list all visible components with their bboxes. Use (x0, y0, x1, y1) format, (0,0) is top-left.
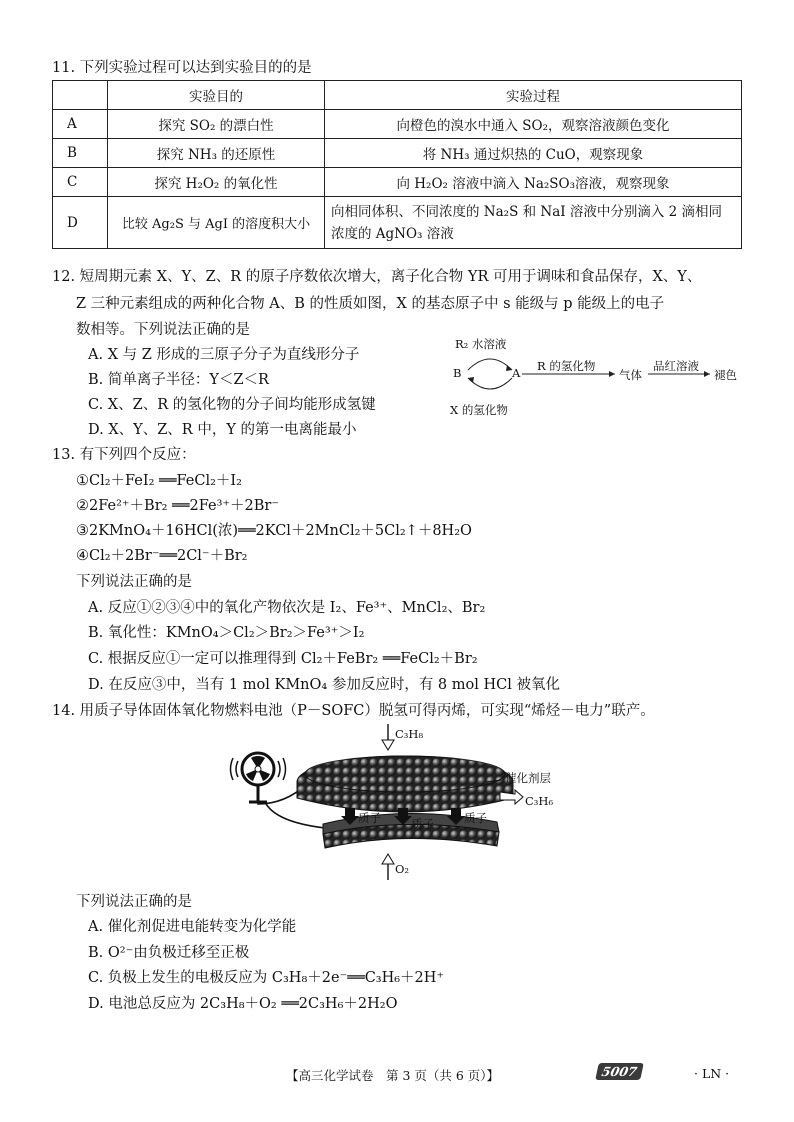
q13-reaction: ②2Fe²⁺＋Br₂ ══2Fe³⁺＋2Br⁻ (76, 498, 280, 514)
q12-stem-line1: 12. 短周期元素 X、Y、Z、R 的原子序数依次增大，离子化合物 YR 可用于调味和食品保存，X、Y、 (52, 269, 702, 285)
q14-stem: 14. 用质子导体固体氧化物燃料电池（P－SOFC）脱氢可得丙烯，可实现“烯烃－电力”联产。 (52, 703, 655, 719)
diagram-proton-label: 质子 (464, 811, 487, 825)
q12-option-c: C. X、Z、R 的氢化物的分子间均能形成氢键 (88, 397, 376, 413)
diagram-bottom-label: X 的氢化物 (450, 403, 508, 417)
q11-table (52, 80, 742, 249)
diagram-proton-label: 质子 (411, 817, 434, 831)
diagram-arrow1-label: R 的氢化物 (537, 359, 596, 373)
footer-tag: · LN · (694, 1066, 730, 1081)
table-header-cell: 实验目的 (108, 81, 325, 110)
q12-option-d: D. X、Y、Z、R 中，Y 的第一电离能最小 (88, 422, 357, 438)
row-purpose: 探究 SO₂ 的漂白性 (108, 110, 325, 139)
row-label: A (53, 110, 108, 139)
q13-option-b: B. 氧化性：KMnO₄＞Cl₂＞Br₂＞Fe³⁺＞I₂ (88, 625, 365, 641)
q12-option-a: A. X 与 Z 形成的三原子分子为直线形分子 (88, 347, 360, 363)
diagram-result: 褪色 (714, 368, 737, 382)
q11-stem: 11. 下列实验过程可以达到实验目的的是 (52, 60, 312, 76)
q14-option-b: B. O²⁻由负极迁移至正极 (88, 945, 250, 961)
q13-reaction: ③2KMnO₄＋16HCl(浓)══2KCl＋2MnCl₂＋5Cl₂↑＋8H₂O (76, 523, 472, 539)
q12-reaction-diagram (450, 334, 770, 424)
diagram-input-top: C₃H₈ (395, 727, 424, 741)
footer-code: 5007 (595, 1063, 643, 1080)
q12-stem-line2: Z 三种元素组成的两种化合物 A、B 的性质如图，X 的基态原子中 s 能级与 p 能级上的电子 (76, 296, 665, 312)
diagram-top-label: R₂ 水溶液 (455, 337, 507, 351)
row-process-line: 浓度的 AgNO₃ 溶液 (331, 225, 454, 242)
row-process: 将 NH₃ 通过炽热的 CuO，观察现象 (325, 139, 742, 168)
diagram-node-a: A (512, 366, 521, 380)
diagram-catalyst-label: 催化剂层 (505, 771, 551, 785)
q14-option-a: A. 催化剂促进电能转变为化学能 (88, 919, 297, 935)
q13-prompt: 下列说法正确的是 (76, 574, 192, 590)
row-label: C (53, 168, 108, 197)
q13-stem: 13. 有下列四个反应： (52, 447, 196, 463)
q13-option-c: C. 根据反应①一定可以推理得到 Cl₂＋FeBr₂ ══FeCl₂＋Br₂ (88, 651, 478, 667)
q13-reaction: ④Cl₂＋2Br⁻══2Cl⁻＋Br₂ (76, 548, 248, 564)
q13-option-a: A. 反应①②③④中的氧化产物依次是 I₂、Fe³⁺、MnCl₂、Br₂ (88, 600, 486, 616)
row-process: 向 H₂O₂ 溶液中滴入 Na₂SO₃溶液，观察现象 (325, 168, 742, 197)
table-header-cell: 实验过程 (325, 81, 742, 110)
row-label: B (53, 139, 108, 168)
row-purpose: 探究 H₂O₂ 的氧化性 (108, 168, 325, 197)
diagram-output: C₃H₆ (525, 794, 554, 808)
row-purpose: 探究 NH₃ 的还原性 (108, 139, 325, 168)
table-row (53, 110, 742, 139)
q13-reaction: ①Cl₂＋FeI₂ ══FeCl₂＋I₂ (76, 473, 242, 489)
diagram-input-bottom: O₂ (395, 862, 410, 876)
fan-icon (231, 753, 286, 802)
q14-prompt: 下列说法正确的是 (76, 894, 192, 910)
diagram-proton-label: 质子 (358, 811, 381, 825)
row-process (325, 197, 742, 249)
q12-stem-line3: 数相等。下列说法正确的是 (76, 322, 250, 338)
row-process-line: 向相同体积、不同浓度的 Na₂S 和 NaI 溶液中分别滴入 2 滴相同 (331, 203, 723, 220)
q12-option-b: B. 简单离子半径：Y＜Z＜R (88, 372, 269, 388)
q14-option-c: C. 负极上发生的电极反应为 C₃H₈＋2e⁻══C₃H₆＋2H⁺ (88, 970, 445, 986)
footer-title: 【高三化学试卷 第 3 页（共 6 页）】 (286, 1068, 500, 1083)
q14-option-d: D. 电池总反应为 2C₃H₈＋O₂ ══2C₃H₆＋2H₂O (88, 996, 398, 1012)
table-header-row (53, 81, 742, 110)
row-process: 向橙色的溴水中通入 SO₂，观察溶液颜色变化 (325, 110, 742, 139)
table-row (53, 197, 742, 249)
diagram-gas: 气体 (619, 368, 642, 382)
table-row (53, 139, 742, 168)
row-label: D (53, 197, 108, 249)
q14-fuel-cell-diagram (225, 722, 575, 887)
q13-option-d: D. 在反应③中，当有 1 mol KMnO₄ 参加反应时，有 8 mol HCl 被氧化 (88, 677, 560, 693)
diagram-arrow2-label: 品红溶液 (653, 359, 699, 373)
diagram-node-b: B (453, 366, 462, 380)
row-purpose: 比较 Ag₂S 与 AgI 的溶度积大小 (108, 197, 325, 249)
table-row (53, 168, 742, 197)
table-header-cell (53, 81, 108, 110)
